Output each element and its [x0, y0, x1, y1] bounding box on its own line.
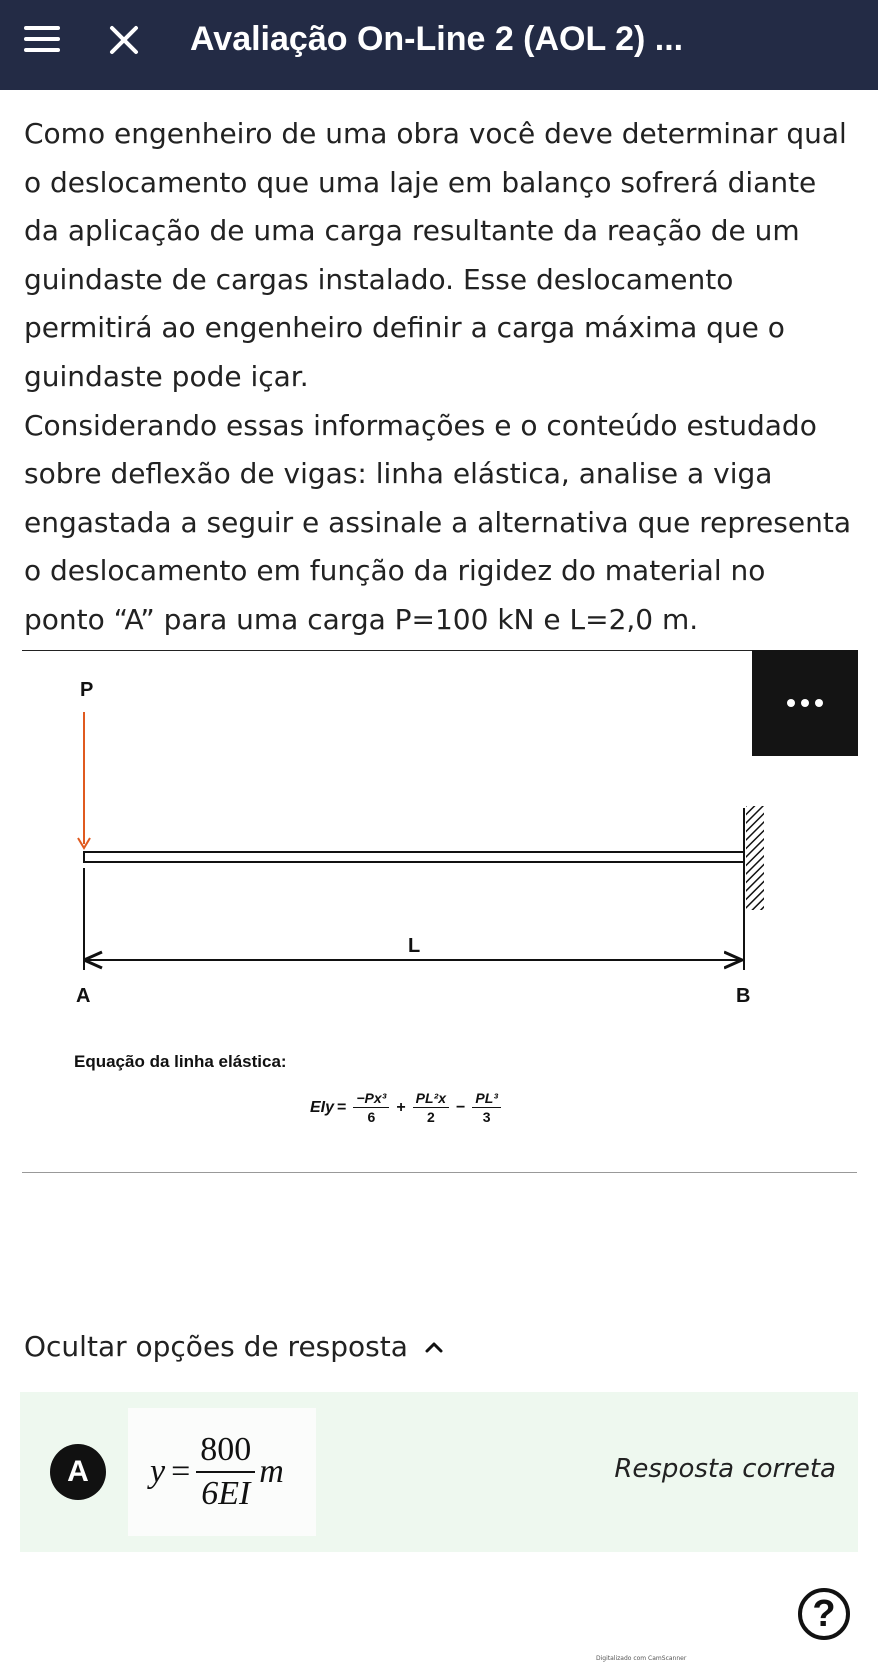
page-title: Avaliação On-Line 2 (AOL 2) ...	[190, 20, 684, 58]
figure-bottom-divider	[22, 1172, 857, 1173]
toggle-answer-options-label: Ocultar opções de resposta	[24, 1330, 408, 1363]
answer-option-a[interactable]	[20, 1392, 858, 1552]
elastic-line-equation	[310, 1090, 505, 1125]
figure-top-divider	[22, 650, 852, 651]
close-icon[interactable]	[104, 20, 144, 60]
point-b-label: B	[736, 985, 751, 1007]
equation-equals: =	[337, 1098, 347, 1116]
question-paragraph-2: Considerando essas informações e o conteúdo estudado sobre deflexão de vigas: linha elástica, analise a viga engastada a seguir e assinale a alternativa que representa o deslocamento em função da rigidez do material no ponto “A” para uma carga P=100 kN e L=2,0 m.	[24, 408, 851, 636]
fixed-support-icon	[744, 806, 764, 910]
scanner-watermark: Digitalizado com CamScanner	[596, 1655, 687, 1662]
beam	[84, 852, 744, 862]
correct-answer-label: Resposta correta	[614, 1454, 836, 1484]
top-bar	[0, 0, 878, 90]
equation-op-1: +	[396, 1098, 406, 1116]
option-letter-badge: A	[50, 1444, 106, 1500]
equation-op-2: −	[456, 1098, 466, 1116]
equation-lhs: EIy	[310, 1098, 335, 1116]
load-label: P	[80, 679, 94, 701]
cantilever-beam-diagram	[0, 660, 878, 1020]
option-formula: y = $\frac{800}{6EI}$ m	[128, 1408, 316, 1536]
help-icon[interactable]: ?	[798, 1588, 850, 1640]
question-paragraph-1: Como engenheiro de uma obra você deve determinar qual o deslocamento que uma laje em balanço sofrerá diante da aplicação de uma carga resultante da reação de um guindaste de cargas instalado. Esse deslocamento permitirá ao engenheiro definir a carga máxima que o guindaste pode içar.	[24, 117, 847, 393]
toggle-answer-options[interactable]	[24, 1330, 444, 1363]
chevron-up-icon	[424, 1340, 444, 1354]
hamburger-menu-icon[interactable]	[24, 26, 60, 56]
point-a-label: A	[76, 985, 91, 1007]
equation-term-3: $\frac{\text{PL³}}{3}$	[472, 1090, 501, 1125]
equation-term-1: $\frac{\text{−Px³}}{6}$	[353, 1090, 389, 1125]
span-label: L	[408, 935, 421, 957]
load-arrow-icon	[78, 712, 90, 848]
equation-term-2: $\frac{\text{PL²x}}{2}$	[413, 1090, 449, 1125]
question-text	[24, 110, 854, 645]
equation-caption: Equação da linha elástica:	[74, 1052, 287, 1071]
